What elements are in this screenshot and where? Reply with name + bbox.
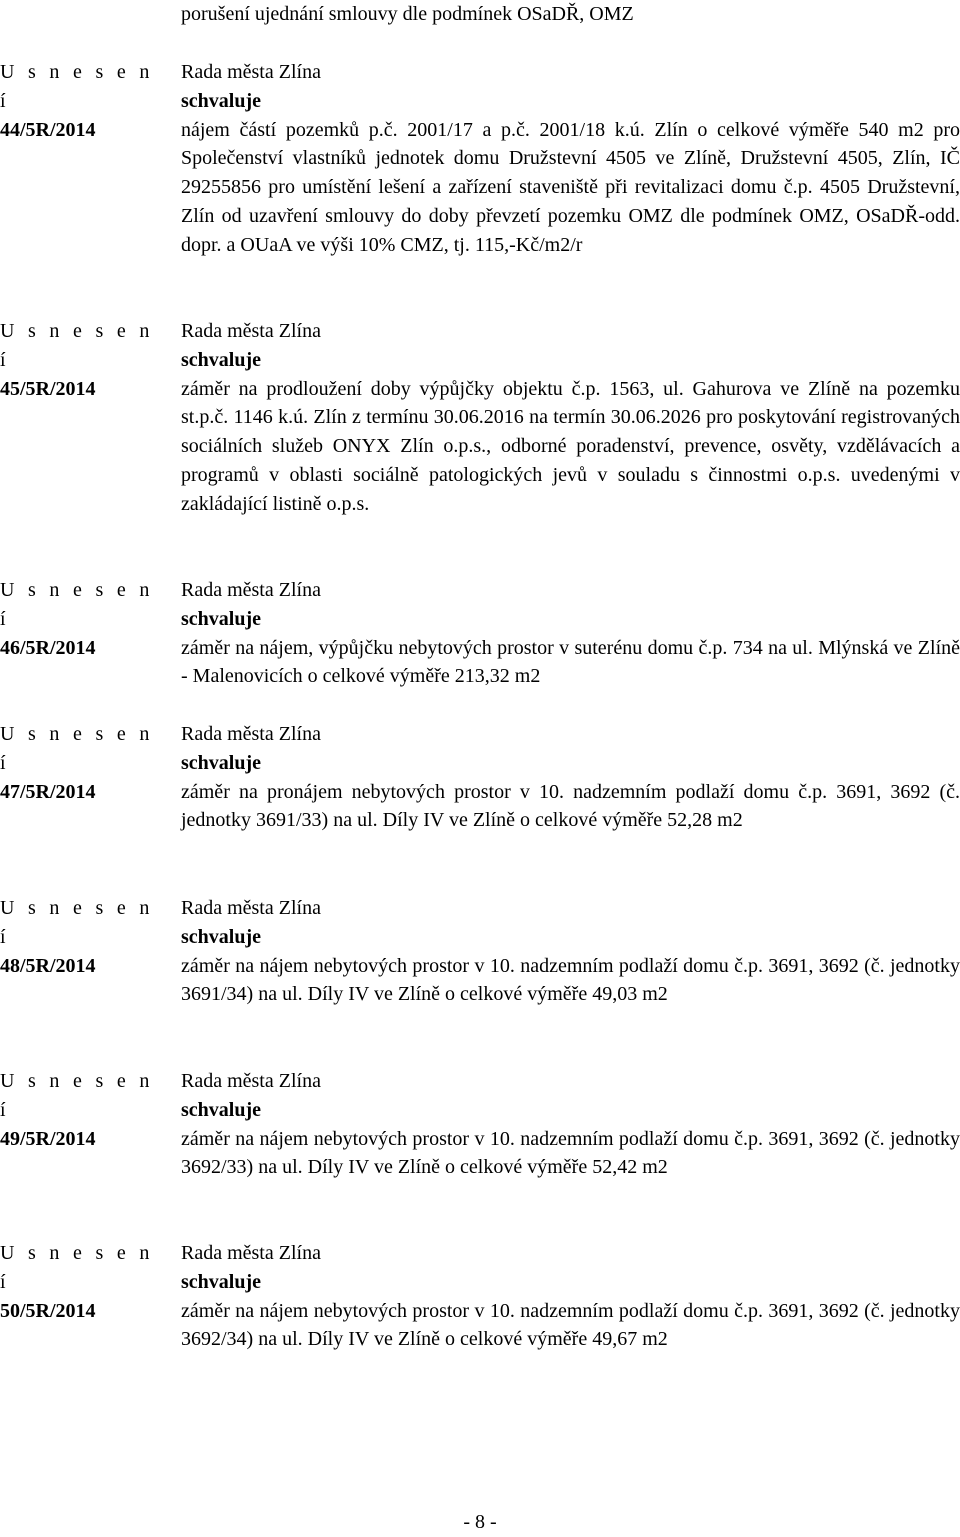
resolution-content: [181, 576, 960, 691]
resolution-verb: schvaluje: [181, 1270, 261, 1293]
resolution-text: záměr na nájem nebytových prostor v 10. nadzemním podlaží domu č.p. 3691, 3692 (č. jednotky 3692/33) na ul. Díly IV ve Zlíně o celkové výměře 52,42 m2: [181, 1127, 960, 1179]
resolution-content: [181, 317, 960, 519]
resolution-label: [0, 317, 170, 403]
council-name: Rada města Zlína: [181, 1242, 321, 1264]
council-name: Rada města Zlína: [181, 320, 321, 342]
resolution-verb: schvaluje: [181, 925, 261, 948]
council-name: Rada města Zlína: [181, 579, 321, 601]
resolution-word: U s n e s e n í: [0, 1242, 154, 1293]
resolution-content: [181, 58, 960, 260]
resolution-number: 50/5R/2014: [0, 1299, 96, 1322]
resolution-verb: schvaluje: [181, 348, 261, 371]
resolution-number: 45/5R/2014: [0, 377, 96, 400]
council-name: Rada města Zlína: [181, 723, 321, 745]
resolution-word: U s n e s e n í: [0, 320, 154, 371]
resolution-content: [181, 894, 960, 1009]
resolution-word: U s n e s e n í: [0, 1070, 154, 1121]
resolution-verb: schvaluje: [181, 1098, 261, 1121]
council-name: Rada města Zlína: [181, 897, 321, 919]
resolution-number: 47/5R/2014: [0, 780, 96, 803]
resolution-word: U s n e s e n í: [0, 61, 154, 112]
resolution-word: U s n e s e n í: [0, 579, 154, 630]
resolution-number: 44/5R/2014: [0, 118, 96, 141]
council-name: Rada města Zlína: [181, 61, 321, 83]
resolution-text: záměr na pronájem nebytových prostor v 10. nadzemním podlaží domu č.p. 3691, 3692 (č. jednotky 3691/33) na ul. Díly IV ve Zlíně o celkové výměře 52,28 m2: [181, 780, 960, 832]
resolution-verb: schvaluje: [181, 751, 261, 774]
resolution-verb: schvaluje: [181, 89, 261, 112]
resolution-word: U s n e s e n í: [0, 723, 154, 774]
resolution-label: [0, 894, 170, 980]
resolution-label: [0, 576, 170, 662]
resolution-label: [0, 720, 170, 806]
resolution-number: 46/5R/2014: [0, 636, 96, 659]
page-number: - 8 -: [463, 1511, 497, 1533]
resolution-text: záměr na nájem nebytových prostor v 10. nadzemním podlaží domu č.p. 3691, 3692 (č. jednotky 3691/34) na ul. Díly IV ve Zlíně o celkové výměře 49,03 m2: [181, 954, 960, 1006]
resolution-text: záměr na nájem, výpůjčku nebytových prostor v suterénu domu č.p. 734 na ul. Mlýnská ve Zlíně - Malenovicích o celkové výměře 213,32 m2: [181, 636, 960, 688]
resolution-number: 49/5R/2014: [0, 1127, 96, 1150]
resolution-text: záměr na prodloužení doby výpůjčky objektu č.p. 1563, ul. Gahurova ve Zlíně na pozemku st.p.č. 1146 k.ú. Zlín z termínu 30.06.2016 na termín 30.06.2026 pro poskytování registrovaných sociálních služeb ONYX Zlín o.p.s., odborné poradenství, prevence, osvěty, vzdělávacích a programů v oblasti sociálně patologických jevů v souladu s činnostmi o.p.s. uvedenými v zakládající listině o.p.s.: [181, 377, 960, 515]
resolution-text: záměr na nájem nebytových prostor v 10. nadzemním podlaží domu č.p. 3691, 3692 (č. jednotky 3692/34) na ul. Díly IV ve Zlíně o celkové výměře 49,67 m2: [181, 1299, 960, 1351]
resolution-verb: schvaluje: [181, 607, 261, 630]
resolution-label: [0, 58, 170, 144]
resolution-content: [181, 720, 960, 835]
resolution-word: U s n e s e n í: [0, 897, 154, 948]
council-name: Rada města Zlína: [181, 1070, 321, 1092]
continuation-text: porušení ujednání smlouvy dle podmínek OSaDŘ, OMZ: [181, 3, 634, 25]
resolution-content: [181, 1239, 960, 1354]
resolution-text: nájem částí pozemků p.č. 2001/17 a p.č. 2001/18 k.ú. Zlín o celkové výměře 540 m2 pro Společenství vlastníků jednotek domu Družstevní 4505 ve Zlíně, Družstevní 4505, Zlín, IČ 29255856 pro umístění lešení a zařízení staveniště při revitalizaci domu č.p. 4505 Družstevní, Zlín od uzavření smlouvy do doby převzetí pozemku OMZ dle podmínek OMZ, OSaDŘ-odd. dopr. a OUaA ve výši 10% CMZ, tj. 115,-Kč/m2/r: [181, 118, 960, 256]
resolution-label: [0, 1067, 170, 1153]
resolution-content: [181, 1067, 960, 1182]
resolution-label: [0, 1239, 170, 1325]
resolution-number: 48/5R/2014: [0, 954, 96, 977]
